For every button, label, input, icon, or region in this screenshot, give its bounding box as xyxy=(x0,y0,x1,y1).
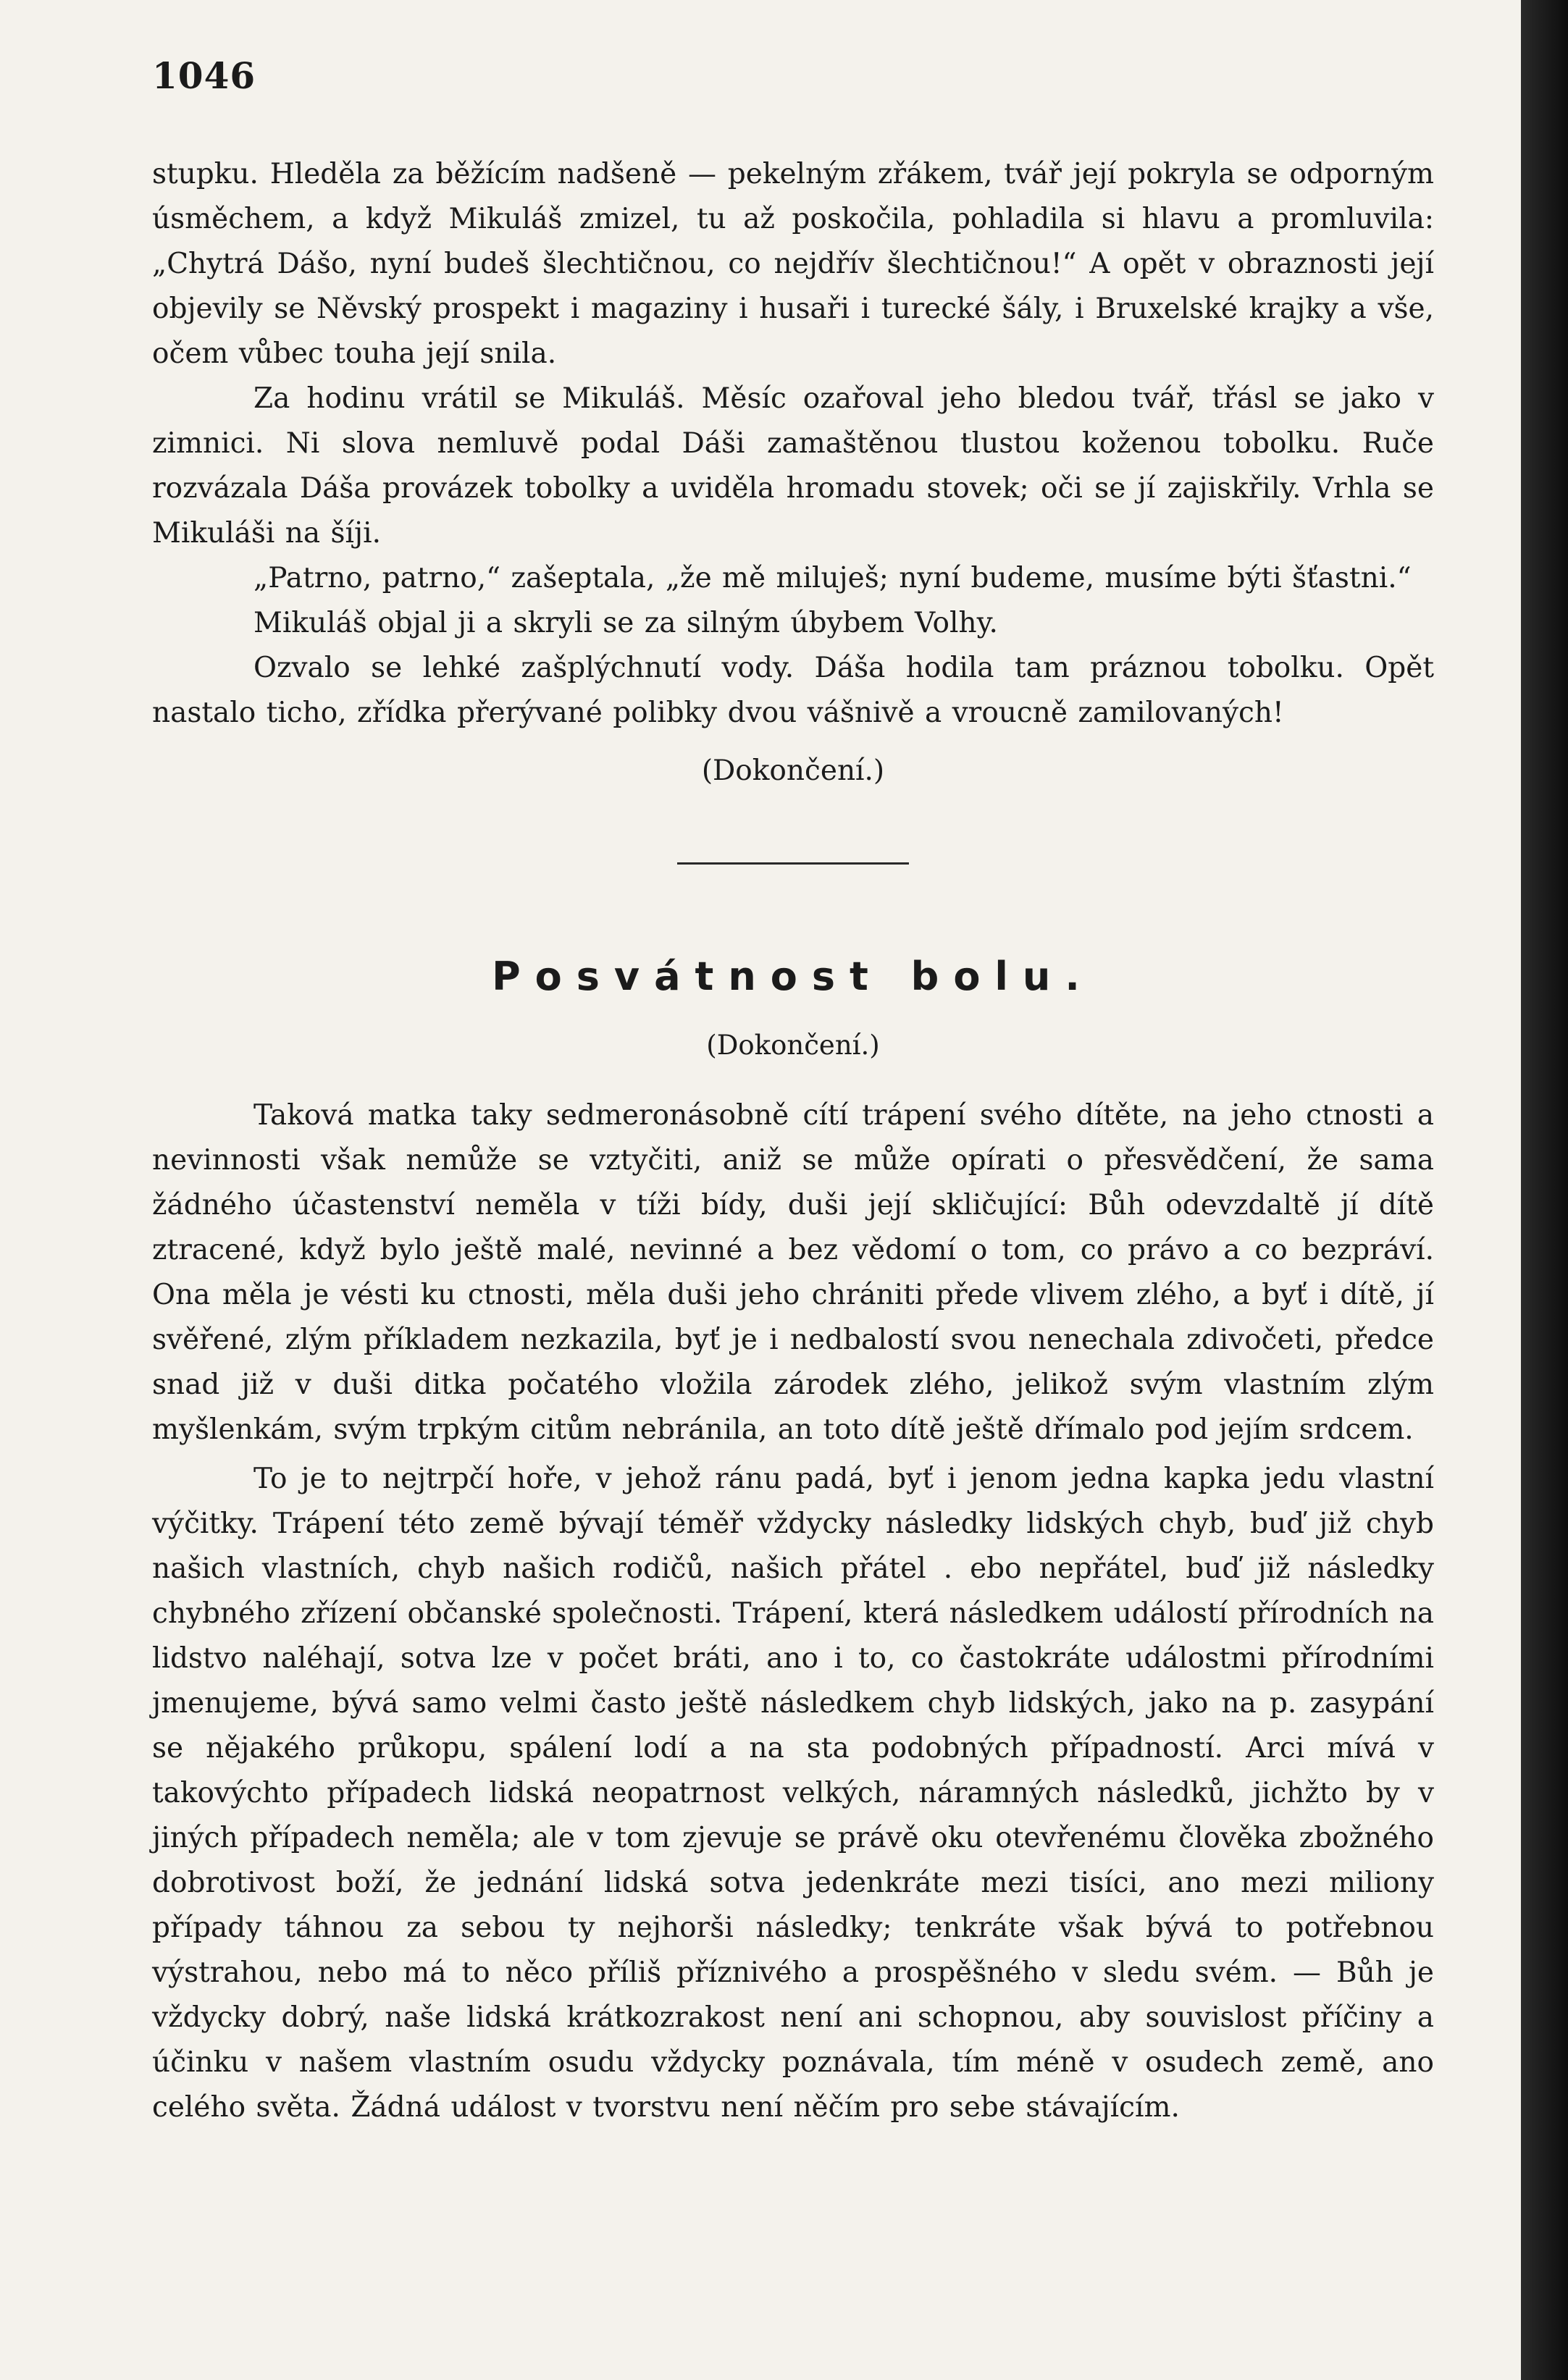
story-paragraph: Mikuláš objal ji a skryli se za silným úbybem Volhy. xyxy=(253,607,998,639)
article-paragraph: Taková matka taky sedmeronásobně cítí trápení svého dítěte, na jeho ctnosti a nevinnosti však nemůže se vztyčiti, aniž se může opírati o přesvědčení, že sama žádného účastenství neměla v tíži bídy, duši její skličující: Bůh odevzdaltě jí dítě ztracené, když bylo ještě malé, nevinné a bez vědomí o tom, co právo a co bezpráví. Ona měla je vésti ku ctnosti, měla duši jeho chrániti přede vlivem zlého, a byť i dítě, jí svěřené, zlým příkladem nezkazila, byť je i nedbalostí svou nenechala zdivočeti, předce snad již v duši ditka počatého vložila zárodek zlého, jelikož svým vlastním zlým myšlenkám, svým trpkým citům nebránila, an toto dítě ještě dřímalo pod jejím srdcem. xyxy=(152,1099,1434,1446)
page-number: 1046 xyxy=(152,54,256,97)
article-subtitle: (Dokončení.) xyxy=(706,1030,880,1061)
story-paragraph: „Patrno, patrno,“ zašeptala, „že mě miluješ; nyní budeme, musíme býti šťastni.“ xyxy=(253,562,1412,594)
story-ending xyxy=(152,152,1434,794)
story-paragraph: Ozvalo se lehké zašplýchnutí vody. Dáša hodila tam práznou tobolku. Opět nastalo ticho, zřídka přerývané polibky dvou vášnivě a vroucně zamilovaných! xyxy=(152,652,1434,729)
article-title: Posvátnost bolu. xyxy=(492,954,1094,999)
story-closing-note: (Dokončení.) xyxy=(701,754,885,787)
section-divider xyxy=(677,862,909,865)
story-paragraph: stupku. Hleděla za běžícím nadšeně — pekelným zřákem, tvář její pokryla se odporným úsměchem, a když Mikuláš zmizel, tu až poskočila, pohladila si hlavu a promluvila: „Chytrá Dášo, nyní budeš šlechtičnou, co nejdřív šlechtičnou!“ A opět v obraznosti její objevily se Něvský prospekt i magaziny i husaři i turecké šály, i Bruxelské krajky a vše, očem vůbec touha její snila. xyxy=(152,158,1434,370)
book-gutter-shadow xyxy=(1521,0,1568,2380)
article xyxy=(152,951,1434,2130)
article-paragraph: To je to nejtrpčí hoře, v jehož ránu padá, byť i jenom jedna kapka jedu vlastní výčitky. Trápení této země bývají téměř vždycky následky lidských chyb, buď již chyb našich vlastních, chyb našich rodičů, našich přátel . ebo nepřátel, buď již následky chybného zřízení občanské společnosti. Trápení, která následkem událostí přírodních na lidstvo naléhají, sotva lze v počet bráti, ano i to, co častokráte událostmi přírodními jmenujeme, bývá samo velmi často ještě následkem chyb lidských, jako na p. zasypání se nějakého průkopu, spálení lodí a na sta podobných případností. Arci mívá v takovýchto případech lidská neopatrnost velkých, náramných následků, jichžto by v jiných případech neměla; ale v tom zjevuje se právě oku otevřenému člověka zbožného dobrotivost boží, že jednání lidská sotva jedenkráte mezi tisíci, ano mezi miliony případy táhnou za sebou ty nejhorši následky; tenkráte však bývá to potřebnou výstrahou, nebo má to něco příliš příznivého a prospěšného v sledu svém. — Bůh je vždycky dobrý, naše lidská krátkozrakost není ani schopnou, aby souvislost příčiny a účinku v našem vlastním osudu vždycky poznávala, tím méně v osudech země, ano celého světa. Žádná událost v tvorstvu není něčím pro sebe stávajícím. xyxy=(152,1463,1434,2124)
story-paragraph: Za hodinu vrátil se Mikuláš. Měsíc ozařoval jeho bledou tvář, třásl se jako v zimnici. Ni slova nemluvě podal Dáši zamaštěnou tlustou koženou tobolku. Ruče rozvázala Dáša provázek tobolky a uviděla hromadu stovek; oči se jí zajiskřily. Vrhla se Mikuláši na šíji. xyxy=(152,382,1434,550)
